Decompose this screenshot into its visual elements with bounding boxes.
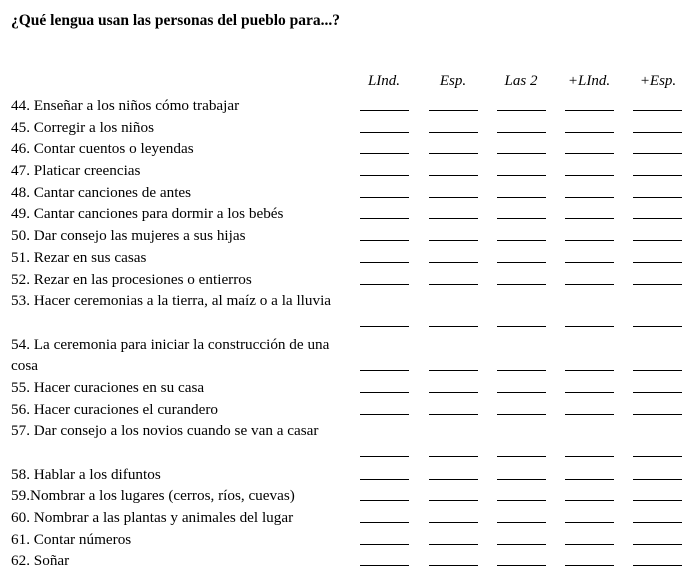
- answer-blank[interactable]: [633, 500, 682, 501]
- answer-blank[interactable]: [565, 197, 614, 198]
- question-text: 61. Contar números: [11, 530, 132, 548]
- question-text: 53. Hacer ceremonias a la tierra, al maíz o a la lluvia: [11, 292, 332, 310]
- answer-blank[interactable]: [429, 132, 478, 133]
- column-header-mas-esp: +Esp.: [639, 73, 677, 89]
- answer-blank[interactable]: [497, 479, 546, 480]
- answer-blank[interactable]: [565, 565, 614, 566]
- answer-blank[interactable]: [565, 110, 614, 111]
- answer-blank[interactable]: [633, 175, 682, 176]
- question-row: [0, 505, 700, 527]
- answer-blank[interactable]: [633, 544, 682, 545]
- answer-blank[interactable]: [565, 175, 614, 176]
- answer-blank[interactable]: [633, 132, 682, 133]
- answer-blank[interactable]: [633, 392, 682, 393]
- answer-blank[interactable]: [497, 197, 546, 198]
- answer-blank[interactable]: [633, 218, 682, 219]
- answer-blank[interactable]: [497, 565, 546, 566]
- answer-blank[interactable]: [565, 284, 614, 285]
- answer-blank[interactable]: [360, 132, 409, 133]
- answer-blank[interactable]: [565, 522, 614, 523]
- answer-blank[interactable]: [565, 414, 614, 415]
- answer-blank[interactable]: [360, 262, 409, 263]
- question-text: 57. Dar consejo a los novios cuando se van a casar: [11, 422, 319, 440]
- column-header-mas-lind: +LInd.: [567, 73, 611, 89]
- answer-blank[interactable]: [497, 110, 546, 111]
- answer-blank[interactable]: [429, 522, 478, 523]
- answer-blank[interactable]: [633, 240, 682, 241]
- question-row: [0, 462, 700, 484]
- answer-blank[interactable]: [360, 565, 409, 566]
- question-text: 45. Corregir a los niños: [11, 118, 154, 136]
- question-row: [0, 158, 700, 180]
- answer-blank[interactable]: [497, 456, 546, 457]
- answer-blank[interactable]: [429, 218, 478, 219]
- question-text: 54. La ceremonia para iniciar la construcción de una cosa: [11, 335, 330, 375]
- answer-blank[interactable]: [360, 175, 409, 176]
- answer-blank[interactable]: [633, 110, 682, 111]
- answer-blank[interactable]: [429, 392, 478, 393]
- question-text: 46. Contar cuentos o leyendas: [11, 140, 194, 158]
- answer-blank[interactable]: [633, 414, 682, 415]
- question-row: [0, 288, 700, 331]
- answer-blank[interactable]: [429, 500, 478, 501]
- answer-blank[interactable]: [633, 262, 682, 263]
- answer-blank[interactable]: [497, 240, 546, 241]
- answer-blank[interactable]: [565, 500, 614, 501]
- question-row: [0, 375, 700, 397]
- answer-blank[interactable]: [565, 392, 614, 393]
- question-row: [0, 483, 700, 505]
- answer-blank[interactable]: [429, 153, 478, 154]
- answer-blank[interactable]: [429, 326, 478, 327]
- question-row: [0, 223, 700, 245]
- answer-blank[interactable]: [429, 240, 478, 241]
- question-text: 56. Hacer curaciones el curandero: [11, 400, 219, 418]
- answer-blank[interactable]: [429, 565, 478, 566]
- answer-blank[interactable]: [360, 326, 409, 327]
- question-row: [0, 136, 700, 158]
- question-text: 55. Hacer curaciones en su casa: [11, 378, 205, 396]
- answer-blank[interactable]: [497, 218, 546, 219]
- question-row: [0, 93, 700, 115]
- answer-blank[interactable]: [429, 110, 478, 111]
- answer-blank[interactable]: [633, 565, 682, 566]
- answer-blank[interactable]: [360, 240, 409, 241]
- answer-blank[interactable]: [360, 197, 409, 198]
- question-row: [0, 180, 700, 202]
- answer-blank[interactable]: [565, 218, 614, 219]
- answer-blank[interactable]: [633, 197, 682, 198]
- question-text: 58. Hablar a los difuntos: [11, 465, 161, 483]
- answer-blank[interactable]: [360, 522, 409, 523]
- answer-blank[interactable]: [429, 197, 478, 198]
- answer-blank[interactable]: [360, 500, 409, 501]
- question-row: [0, 527, 700, 549]
- answer-blank[interactable]: [429, 284, 478, 285]
- answer-blank[interactable]: [360, 479, 409, 480]
- question-row: [0, 267, 700, 289]
- answer-blank[interactable]: [565, 370, 614, 371]
- answer-blank[interactable]: [429, 370, 478, 371]
- answer-blank[interactable]: [360, 392, 409, 393]
- question-text: 47. Platicar creencias: [11, 162, 141, 180]
- answer-blank[interactable]: [497, 500, 546, 501]
- answer-blank[interactable]: [497, 522, 546, 523]
- question-text: 60. Nombrar a las plantas y animales del lugar: [11, 509, 294, 527]
- column-header-esp: Esp.: [439, 73, 467, 89]
- question-text: 62. Soñar: [11, 552, 70, 570]
- answer-blank[interactable]: [429, 175, 478, 176]
- answer-blank[interactable]: [497, 544, 546, 545]
- answer-blank[interactable]: [429, 479, 478, 480]
- question-list: [0, 93, 700, 570]
- column-header-lind: LInd.: [367, 73, 401, 89]
- page-title: ¿Qué lengua usan las personas del pueblo para...?: [11, 12, 341, 29]
- answer-blank[interactable]: [565, 153, 614, 154]
- answer-blank[interactable]: [429, 414, 478, 415]
- question-row: [0, 201, 700, 223]
- answer-blank[interactable]: [497, 392, 546, 393]
- answer-blank[interactable]: [429, 262, 478, 263]
- answer-blank[interactable]: [360, 370, 409, 371]
- answer-blank[interactable]: [497, 284, 546, 285]
- answer-blank[interactable]: [565, 240, 614, 241]
- answer-blank[interactable]: [429, 456, 478, 457]
- answer-blank[interactable]: [565, 132, 614, 133]
- answer-blank[interactable]: [633, 326, 682, 327]
- answer-blank[interactable]: [497, 326, 546, 327]
- question-text: 51. Rezar en sus casas: [11, 248, 147, 266]
- answer-blank[interactable]: [565, 479, 614, 480]
- answer-blank[interactable]: [633, 153, 682, 154]
- answer-blank[interactable]: [565, 262, 614, 263]
- question-row: [0, 332, 700, 375]
- answer-blank[interactable]: [360, 153, 409, 154]
- answer-blank[interactable]: [565, 544, 614, 545]
- question-row: [0, 418, 700, 461]
- answer-blank[interactable]: [360, 110, 409, 111]
- answer-blank[interactable]: [360, 544, 409, 545]
- answer-blank[interactable]: [497, 153, 546, 154]
- answer-blank[interactable]: [497, 414, 546, 415]
- question-row: [0, 245, 700, 267]
- answer-blank[interactable]: [360, 414, 409, 415]
- question-text: 52. Rezar en las procesiones o entierros: [11, 270, 252, 288]
- answer-blank[interactable]: [429, 544, 478, 545]
- answer-blank[interactable]: [360, 218, 409, 219]
- answer-blank[interactable]: [633, 456, 682, 457]
- answer-blank[interactable]: [360, 284, 409, 285]
- column-header-las-2: Las 2: [504, 73, 538, 89]
- answer-blank[interactable]: [633, 284, 682, 285]
- answer-blank[interactable]: [497, 175, 546, 176]
- answer-blank[interactable]: [633, 479, 682, 480]
- answer-blank[interactable]: [497, 262, 546, 263]
- answer-blank[interactable]: [633, 522, 682, 523]
- question-text: 48. Cantar canciones de antes: [11, 183, 192, 201]
- question-text: 44. Enseñar a los niños cómo trabajar: [11, 97, 240, 114]
- answer-blank[interactable]: [360, 456, 409, 457]
- question-text: 49. Cantar canciones para dormir a los bebés: [11, 205, 284, 223]
- question-row: [0, 397, 700, 419]
- answer-blank[interactable]: [565, 326, 614, 327]
- answer-blank[interactable]: [633, 370, 682, 371]
- answer-blank[interactable]: [497, 370, 546, 371]
- question-text: 50. Dar consejo las mujeres a sus hijas: [11, 227, 246, 245]
- question-row: [0, 115, 700, 137]
- answer-blank[interactable]: [565, 456, 614, 457]
- question-row: [0, 548, 700, 570]
- answer-blank[interactable]: [497, 132, 546, 133]
- question-text: 59.Nombrar a los lugares (cerros, ríos, cuevas): [11, 487, 295, 505]
